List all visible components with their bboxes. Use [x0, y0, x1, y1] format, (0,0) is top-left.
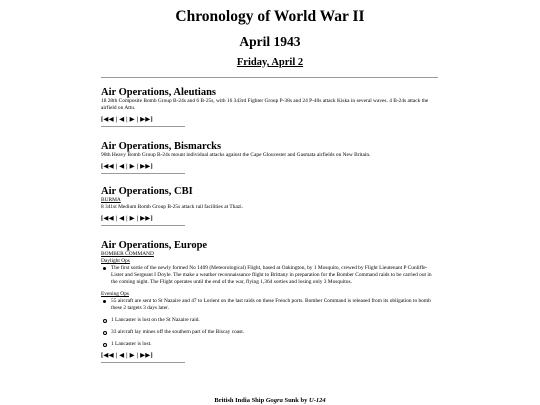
prev-link[interactable]: ◀ — [119, 116, 125, 123]
last-link[interactable]: ▶▶] — [140, 163, 153, 170]
section-bismarcks — [101, 141, 439, 174]
top-divider — [101, 77, 438, 78]
nav-separator: | — [126, 116, 128, 123]
section-title: Air Operations, Bismarcks — [101, 141, 222, 152]
nav-separator: | — [115, 352, 118, 359]
nav-separator: | — [136, 163, 139, 170]
month-title: April 1943 — [239, 34, 301, 49]
section-cbi — [101, 186, 439, 226]
section-title: Air Operations, Aleutians — [101, 87, 217, 98]
sub-list-item: 1 Lancaster is lost on the St Nazaire raid. — [101, 317, 439, 324]
footer-prefix: British India Ship — [214, 397, 266, 404]
section-divider — [101, 362, 185, 363]
sub-list-item: 33 aircraft lay mines off the southern part of the Biscay coast. — [101, 329, 439, 336]
nav-separator: | — [115, 116, 118, 123]
next-link[interactable]: ▶ — [129, 163, 135, 170]
first-link[interactable]: [◀◀ — [101, 116, 114, 123]
section-text: 8 341st Medium Bomb Group B-25s attack rail facilities at Thazi. — [101, 204, 243, 210]
section-title: Air Operations, CBI — [101, 186, 193, 197]
submarine-name: U-124 — [309, 397, 326, 404]
section-divider — [101, 173, 185, 174]
prev-link[interactable]: ◀ — [119, 163, 125, 170]
nav-separator: | — [136, 116, 139, 123]
sub-list — [101, 317, 439, 348]
list-item: 55 aircraft are sent to St Nazaire and 47 to Lorient on the last raids on these French ports. Bomber Command is released from its obligation to bomb these 2 targets 3 days later. — [101, 298, 439, 312]
nav-separator: | — [115, 215, 118, 222]
nav-separator: | — [136, 352, 139, 359]
last-link[interactable]: ▶▶] — [140, 116, 153, 123]
nav-bar — [101, 163, 439, 171]
subsection-link-burma[interactable]: BURMA — [101, 197, 121, 203]
daylight-list — [101, 265, 439, 286]
first-link[interactable]: [◀◀ — [101, 215, 114, 222]
site-title: Chronology of World War II — [175, 8, 365, 25]
nav-bar — [101, 116, 439, 124]
nav-separator: | — [126, 163, 128, 170]
nav-separator: | — [126, 215, 128, 222]
subsection-link-bomber-command[interactable]: BOMBER COMMAND — [101, 251, 154, 257]
section-europe — [101, 240, 439, 363]
section-divider — [101, 126, 185, 127]
evening-ops-label: Evening Ops — [101, 291, 129, 297]
day-title[interactable]: Friday, April 2 — [236, 57, 304, 68]
list-item: The first sortie of the newly formed No 1409 (Meteorological) Flight, based at Oakington, by 1 Mosquito, crewed by Flight Lieutenant P Cunliffe-Lister and Sergeant I Doyle. The make a weather reconnaissance flight to Brittany in preparation for the Bomber Command raids to be carried out in the coming night. The Flight operates until the end of the war, flying 1,364 sorties and losing only 3 Mosquitos. — [101, 265, 439, 286]
section-text: 90th Heavy Bomb Group B-24s mount individual attacks against the Cape Gloucester and Gasmata airfields on New Britain. — [101, 152, 371, 158]
nav-separator: | — [126, 352, 128, 359]
first-link[interactable]: [◀◀ — [101, 163, 114, 170]
prev-link[interactable]: ◀ — [119, 352, 125, 359]
footer-mid: Sunk by — [282, 397, 310, 404]
section-text: 18 28th Composite Bomb Group B-24s and 6 B-25s, with 16 343rd Fighter Group P-38s and 24 P-40s attack Kiska in several waves. 4 B-24s attack the airfield on Attu. — [101, 98, 429, 111]
ship-name: Gogra — [265, 397, 283, 404]
nav-separator: | — [136, 215, 139, 222]
first-link[interactable]: [◀◀ — [101, 352, 114, 359]
next-link[interactable]: ▶ — [129, 352, 135, 359]
next-link[interactable]: ▶ — [129, 215, 135, 222]
daylight-ops-label: Daylight Ops — [101, 258, 130, 264]
sub-list-item: 1 Lancaster is lost. — [101, 341, 439, 348]
evening-list — [101, 298, 439, 312]
last-link[interactable]: ▶▶] — [140, 352, 153, 359]
next-link[interactable]: ▶ — [129, 116, 135, 123]
next-section-heading — [0, 397, 540, 404]
nav-bar — [101, 352, 439, 360]
section-divider — [101, 225, 185, 226]
section-title: Air Operations, Europe — [101, 240, 208, 251]
section-aleutians — [101, 87, 439, 127]
nav-bar — [101, 215, 439, 223]
nav-separator: | — [115, 163, 118, 170]
prev-link[interactable]: ◀ — [119, 215, 125, 222]
last-link[interactable]: ▶▶] — [140, 215, 153, 222]
